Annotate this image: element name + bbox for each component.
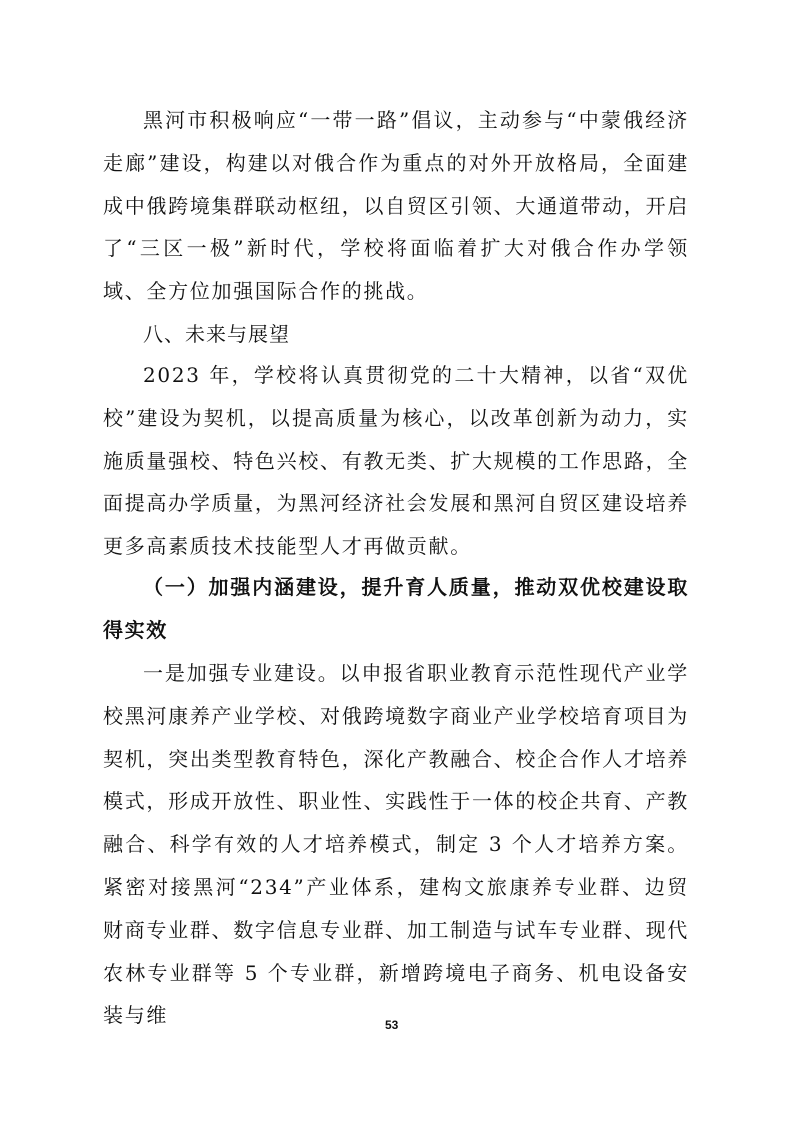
paragraph-outlook-2023: 2023 年，学校将认真贯彻党的二十大精神，以省“双优校”建设为契机，以提高质量为核心，以改革创新为动力，实施质量强校、特色兴校、有教无类、扩大规模的工作思路，全面提高办学质量，为黑河经济社会发展和黑河自贸区建设培养更多高素质技术技能型人才再做贡献。 bbox=[103, 363, 689, 559]
page-number: 53 bbox=[385, 1018, 399, 1032]
paragraph-specialty-construction: 一是加强专业建设。以申报省职业教育示范性现代产业学校黑河康养产业学校、对俄跨境数字商业产业学校培育项目为契机，突出类型教育特色，深化产教融合、校企合作人才培养模式，形成开放性、职业性、实践性于一体的校企共育、产教融合、科学有效的人才培养模式，制定 3 个人才培养方案。紧密对接黑河“234”产业体系，建构文旅康养专业群、边贸财商专业群、数字信息专业群、加工制造与试车专业群、现代农林专业群等 5 个专业群，新增跨境电子商务、机电设备安装与维 bbox=[103, 661, 689, 1028]
paragraph-international-cooperation: 黑河市积极响应“一带一路”倡议，主动参与“中蒙俄经济走廊”建设，构建以对俄合作为重点的对外开放格局，全面建成中俄跨境集群联动枢纽，以自贸区引领、大通道带动，开启了“三区一极”新时代，学校将面临着扩大对俄合作办学领域、全方位加强国际合作的挑战。 bbox=[103, 108, 689, 304]
subsection-heading: （一）加强内涵建设，提升育人质量，推动双优校建设取得实效 bbox=[103, 575, 689, 642]
section-heading: 八、未来与展望 bbox=[143, 322, 290, 346]
